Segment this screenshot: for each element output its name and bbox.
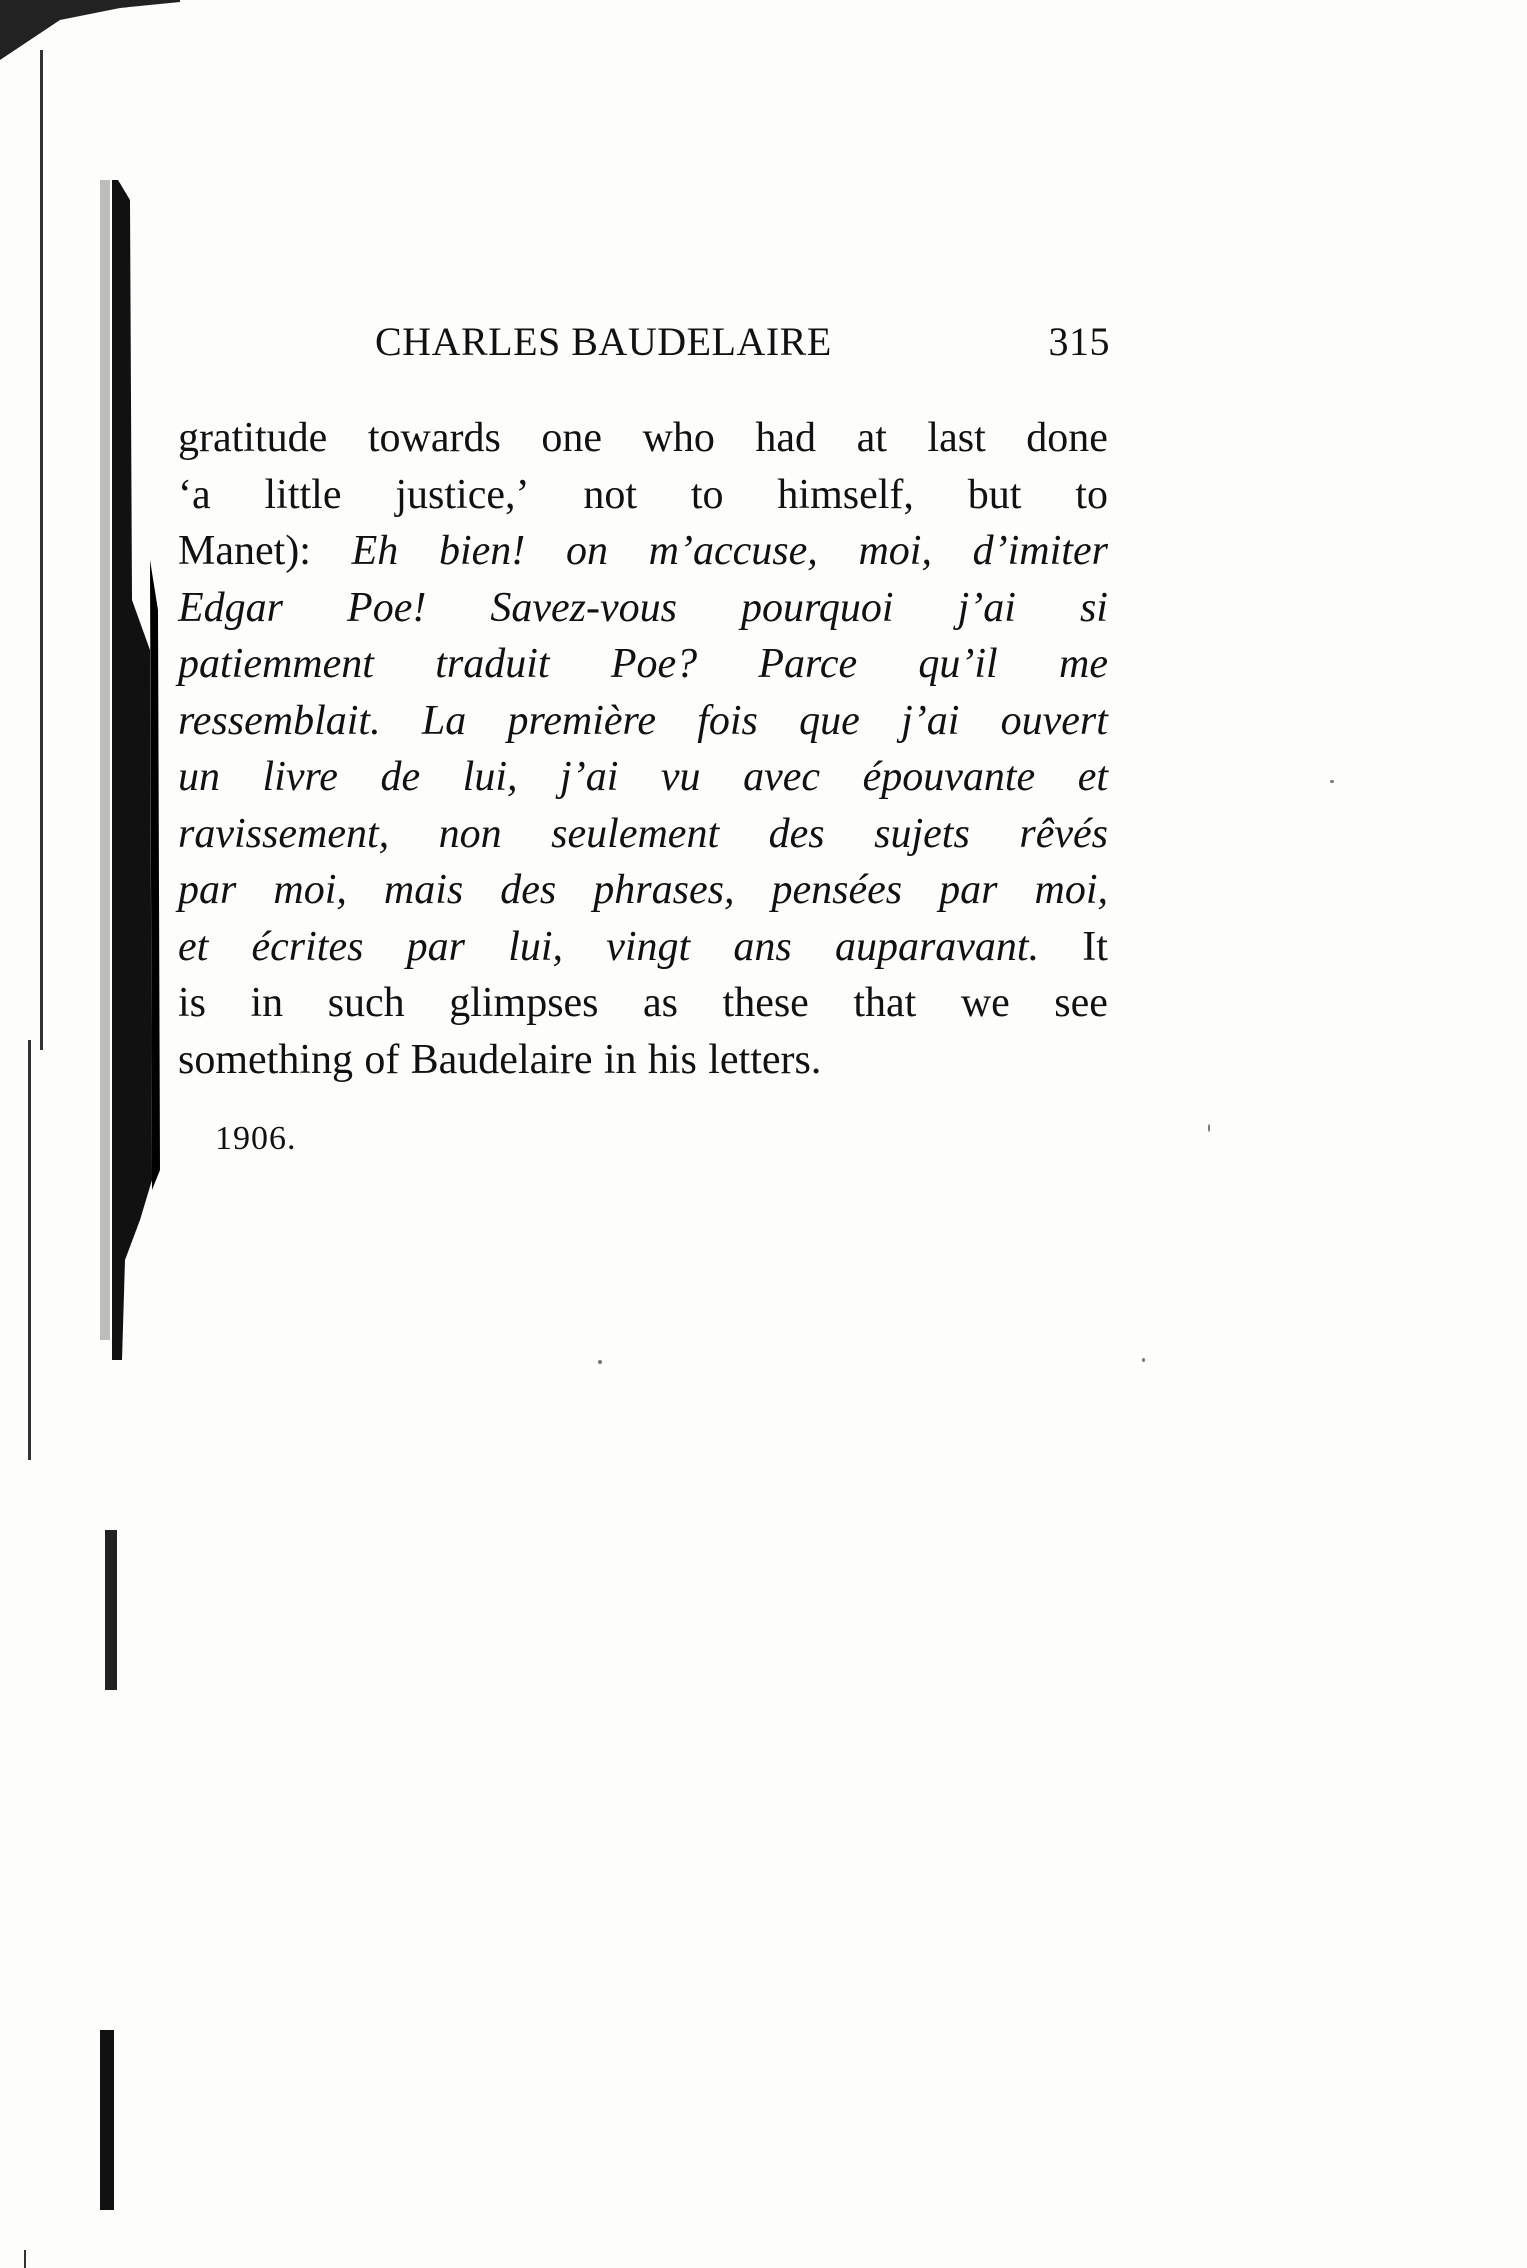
word: vingt xyxy=(606,923,691,970)
word: done xyxy=(1026,415,1108,461)
text-line xyxy=(178,919,1108,976)
word: such xyxy=(327,980,405,1026)
word: épouvante xyxy=(862,754,1036,800)
word: phrases, xyxy=(593,867,735,913)
word: et xyxy=(178,923,209,970)
word: par xyxy=(178,867,237,913)
word: auparavant. xyxy=(834,923,1040,970)
word: not xyxy=(583,471,638,518)
word: letters. xyxy=(708,1036,822,1083)
word: La xyxy=(421,697,467,744)
word: Parce xyxy=(758,641,858,687)
word: vu xyxy=(660,754,701,800)
word: mais xyxy=(383,867,464,913)
word: traduit xyxy=(435,641,550,687)
word: Poe! xyxy=(347,584,427,631)
word: moi, xyxy=(858,528,932,574)
word: at xyxy=(856,415,887,461)
word: seulement xyxy=(551,810,720,857)
word: It xyxy=(1082,923,1108,970)
word: Poe? xyxy=(610,641,698,687)
word: avec xyxy=(743,754,821,800)
word: we xyxy=(960,980,1010,1026)
word: see xyxy=(1054,980,1108,1026)
running-head-title: CHARLES BAUDELAIRE xyxy=(375,319,832,364)
word: last xyxy=(927,415,986,461)
word: is xyxy=(178,980,207,1026)
word: who xyxy=(642,415,715,461)
word: had xyxy=(755,415,817,461)
page-number: 315 xyxy=(1048,319,1110,364)
word: justice,’ xyxy=(395,471,530,518)
word: j’ai xyxy=(957,584,1016,631)
word: something xyxy=(178,1036,353,1083)
text-line xyxy=(178,467,1108,524)
word: but xyxy=(967,471,1022,518)
word: to xyxy=(1075,471,1108,518)
text-line xyxy=(178,749,1108,806)
scan-speck xyxy=(1208,1124,1210,1132)
word: par xyxy=(406,923,465,970)
word: bien! xyxy=(438,528,526,574)
scan-speck xyxy=(598,1360,602,1364)
word: ressemblait. xyxy=(178,697,381,744)
word: moi, xyxy=(273,867,347,913)
word: de xyxy=(380,754,421,800)
word: un xyxy=(178,754,220,800)
word: ans xyxy=(733,923,792,970)
word: fois xyxy=(697,697,758,744)
word: des xyxy=(768,810,825,857)
word: himself, xyxy=(777,471,914,518)
word: lui, xyxy=(508,923,564,970)
word: as xyxy=(643,980,679,1026)
text-line xyxy=(178,523,1108,580)
word: me xyxy=(1059,641,1108,687)
word: non xyxy=(438,810,502,857)
word: towards xyxy=(367,415,501,461)
word: et xyxy=(1077,754,1108,800)
running-head xyxy=(375,318,1110,368)
word: patiemment xyxy=(178,641,374,687)
date-line: 1906. xyxy=(215,1120,297,1157)
scan-speck xyxy=(1330,780,1334,783)
text-line xyxy=(178,806,1108,863)
word: pourquoi xyxy=(741,584,894,631)
word: to xyxy=(690,471,724,518)
word: one xyxy=(541,415,602,461)
word: livre xyxy=(262,754,338,800)
word: écrites xyxy=(251,923,364,970)
word: in xyxy=(603,1036,637,1083)
word: rêvés xyxy=(1019,810,1108,857)
body-paragraph xyxy=(178,410,1108,1088)
text-line xyxy=(178,693,1108,750)
text-line xyxy=(178,1032,1108,1089)
word: that xyxy=(853,980,917,1026)
word: lui, xyxy=(462,754,518,800)
word: Baudelaire xyxy=(410,1036,593,1083)
word: on xyxy=(565,528,608,574)
word: moi, xyxy=(1034,867,1108,913)
word: ravissement, xyxy=(178,810,390,857)
word: in xyxy=(250,980,284,1026)
word: que xyxy=(799,697,860,744)
text-line xyxy=(178,580,1108,637)
word: ouvert xyxy=(1000,697,1108,744)
word: première xyxy=(507,697,656,744)
text-line xyxy=(178,862,1108,919)
text-line xyxy=(178,410,1108,467)
word: si xyxy=(1079,584,1108,631)
scan-speck xyxy=(1142,1358,1145,1362)
word: little xyxy=(264,471,342,518)
word: m’accuse, xyxy=(648,528,818,574)
word: par xyxy=(939,867,998,913)
word: his xyxy=(647,1036,697,1083)
word: j’ai xyxy=(901,697,960,744)
word: glimpses xyxy=(449,980,599,1026)
word: Manet): xyxy=(178,528,311,574)
word: gratitude xyxy=(178,415,328,461)
word: these xyxy=(722,980,809,1026)
word: Edgar xyxy=(178,584,283,631)
word: sujets xyxy=(874,810,970,857)
word: ‘a xyxy=(178,471,211,518)
word: Savez-vous xyxy=(490,584,677,631)
word: pensées xyxy=(771,867,903,913)
text-line xyxy=(178,636,1108,693)
word: des xyxy=(500,867,557,913)
word: j’ai xyxy=(560,754,619,800)
word: qu’il xyxy=(918,641,998,687)
text-line xyxy=(178,975,1108,1032)
binding-edge-shadow xyxy=(0,0,180,2268)
word: of xyxy=(364,1036,400,1083)
word: Eh xyxy=(351,528,399,574)
word: d’imiter xyxy=(972,528,1108,574)
